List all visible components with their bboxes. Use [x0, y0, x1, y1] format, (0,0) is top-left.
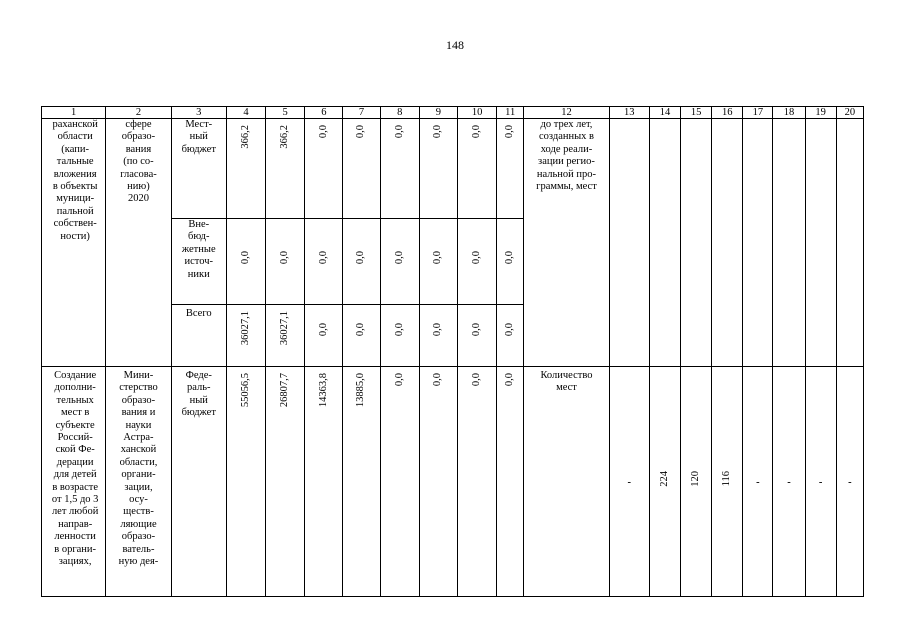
value-cell: 0,0	[266, 219, 305, 305]
cell-line: 2020	[127, 193, 149, 205]
indicator-cell: 120	[681, 367, 712, 597]
header-cell: 15	[681, 107, 712, 119]
indicator-cell: -	[773, 367, 805, 597]
cell-line: субъекте	[55, 419, 95, 431]
cell-line: Мест-	[185, 119, 213, 130]
cell-line: ляющие	[120, 518, 157, 530]
cell-line: тальные	[56, 156, 94, 168]
executor-cell	[106, 367, 171, 597]
value-cell: 55056,5	[226, 367, 265, 597]
cell-line: Вне-	[188, 219, 210, 230]
cell-line: ществ-	[123, 506, 154, 518]
cell-line: бюд-	[188, 231, 210, 243]
indicator-cell	[609, 119, 649, 367]
indicator-cell: 224	[649, 367, 680, 597]
header-cell: 17	[743, 107, 773, 119]
value-cell: 0,0	[457, 219, 496, 305]
cell-line: созданных в	[538, 131, 594, 143]
header-cell: 16	[712, 107, 743, 119]
value-cell: 0,0	[305, 219, 343, 305]
table-row	[42, 119, 864, 219]
cell-line: нию)	[127, 181, 150, 193]
header-cell: 18	[773, 107, 805, 119]
indicator-cell: -	[609, 367, 649, 597]
header-cell: 11	[497, 107, 524, 119]
value-cell: 366,2	[266, 119, 305, 219]
value-cell: 366,2	[226, 119, 265, 219]
value-cell: 0,0	[343, 219, 380, 305]
value-cell: 0,0	[305, 119, 343, 219]
header-cell: 2	[106, 107, 171, 119]
program-table	[41, 106, 864, 597]
value-cell: 0,0	[380, 305, 419, 367]
cell-line: области	[57, 131, 93, 143]
indicator-cell: -	[836, 367, 863, 597]
value-cell: 0,0	[380, 219, 419, 305]
page-number: 148	[446, 38, 464, 52]
cell-line: граммы, мест	[536, 181, 597, 193]
cell-line: гласова-	[120, 168, 157, 180]
cell-line: направ-	[58, 518, 93, 530]
cell-line: бюджет	[181, 407, 216, 419]
value-cell: 0,0	[457, 305, 496, 367]
value-cell: 0,0	[305, 305, 343, 367]
cell-line: зации,	[124, 481, 153, 493]
cell-line: ханской	[120, 444, 157, 456]
value-cell: 0,0	[419, 119, 457, 219]
cell-line: пальной	[56, 205, 94, 217]
header-cell: 14	[649, 107, 680, 119]
cell-line: муници-	[56, 193, 95, 205]
cell-line: собствен-	[53, 218, 97, 230]
value-cell: 0,0	[419, 367, 457, 597]
cell-line: науки	[125, 419, 152, 431]
cell-line: в органи-	[54, 543, 97, 555]
cell-line: нальной про-	[536, 168, 597, 180]
cell-line: вложения	[53, 168, 97, 180]
header-row	[42, 107, 864, 119]
value-cell: 0,0	[497, 367, 524, 597]
cell-line: источ-	[184, 256, 213, 268]
value-cell: 26807,7	[266, 367, 305, 597]
header-cell: 4	[226, 107, 265, 119]
executor-cell	[106, 119, 171, 367]
value-cell: 0,0	[419, 219, 457, 305]
cell-line: тельных	[56, 394, 94, 406]
cell-line: ную дея-	[118, 556, 159, 568]
event-name-cell	[42, 367, 106, 597]
cell-line: ный	[189, 131, 208, 143]
indicator-cell: -	[743, 367, 773, 597]
cell-line: стерство	[119, 382, 158, 394]
value-cell: 0,0	[497, 119, 524, 219]
cell-line: (по со-	[123, 156, 154, 168]
event-name-cell	[42, 119, 106, 367]
source-cell	[171, 305, 226, 367]
cell-line: от 1,5 до 3	[51, 494, 99, 506]
value-cell: 0,0	[226, 219, 265, 305]
cell-line: сфере	[125, 119, 152, 130]
indicator-name-cell	[524, 119, 609, 367]
value-cell: 0,0	[343, 119, 380, 219]
cell-line: образо-	[121, 394, 156, 406]
source-cell	[171, 367, 226, 597]
header-cell: 19	[805, 107, 836, 119]
indicator-name-cell	[524, 367, 609, 597]
cell-line: в объекты	[52, 181, 98, 193]
cell-line: осу-	[129, 494, 148, 506]
header-cell: 3	[171, 107, 226, 119]
value-cell: 0,0	[419, 305, 457, 367]
cell-line: области,	[119, 456, 158, 468]
source-cell	[171, 119, 226, 219]
header-cell: 12	[524, 107, 609, 119]
value-cell: 36027,1	[266, 305, 305, 367]
value-cell: 14363,8	[305, 367, 343, 597]
header-cell: 10	[457, 107, 496, 119]
cell-line: Создание	[54, 370, 97, 381]
cell-line: Всего	[185, 308, 212, 319]
cell-line: ности)	[60, 230, 90, 242]
cell-line: зации регио-	[538, 156, 595, 168]
cell-line: вания и	[121, 407, 156, 419]
header-cell: 8	[380, 107, 419, 119]
cell-line: органи-	[121, 469, 156, 481]
indicator-cell: -	[805, 367, 836, 597]
header-cell: 5	[266, 107, 305, 119]
indicator-cell	[681, 119, 712, 367]
cell-line: дополни-	[54, 382, 96, 394]
cell-line: ленности	[54, 531, 96, 543]
value-cell: 13885,0	[343, 367, 380, 597]
indicator-cell	[805, 119, 836, 367]
header-cell: 1	[42, 107, 106, 119]
cell-line: ватель-	[122, 543, 155, 555]
cell-line: вания	[125, 143, 152, 155]
cell-line: для детей	[53, 469, 97, 481]
cell-line: ный	[189, 394, 208, 406]
value-cell: 0,0	[457, 119, 496, 219]
cell-line: Россий-	[57, 432, 93, 444]
cell-line: жетные	[181, 243, 216, 255]
cell-line: ходе реали-	[540, 143, 593, 155]
cell-line: раль-	[186, 382, 211, 394]
cell-line: мест в	[60, 407, 90, 419]
header-cell: 6	[305, 107, 343, 119]
header-cell: 20	[836, 107, 863, 119]
value-cell: 0,0	[497, 219, 524, 305]
indicator-cell	[743, 119, 773, 367]
cell-line: Астра-	[123, 432, 154, 444]
cell-line: Количество	[540, 370, 593, 381]
source-cell	[171, 219, 226, 305]
cell-line: дерации	[56, 456, 94, 468]
cell-line: Феде-	[185, 370, 212, 381]
cell-line: зациях,	[58, 556, 92, 568]
value-cell: 0,0	[343, 305, 380, 367]
cell-line: раханской	[52, 119, 98, 130]
cell-line: образо-	[121, 531, 156, 543]
value-cell: 0,0	[457, 367, 496, 597]
cell-line: бюджет	[181, 143, 216, 155]
indicator-cell	[773, 119, 805, 367]
header-cell: 9	[419, 107, 457, 119]
cell-line: ники	[187, 268, 210, 280]
cell-line: образо-	[121, 131, 156, 143]
cell-line: ской Фе-	[55, 444, 95, 456]
indicator-cell	[712, 119, 743, 367]
value-cell: 0,0	[497, 305, 524, 367]
cell-line: до трех лет,	[540, 119, 593, 130]
indicator-cell: 116	[712, 367, 743, 597]
value-cell: 0,0	[380, 119, 419, 219]
value-cell: 0,0	[380, 367, 419, 597]
cell-line: в возрасте	[52, 481, 98, 493]
table-row	[42, 367, 864, 597]
indicator-cell	[649, 119, 680, 367]
indicator-cell	[836, 119, 863, 367]
value-cell: 36027,1	[226, 305, 265, 367]
cell-line: (капи-	[61, 143, 89, 155]
cell-line: мест	[556, 382, 577, 394]
header-cell: 13	[609, 107, 649, 119]
header-cell: 7	[343, 107, 380, 119]
cell-line: лет любой	[51, 506, 99, 518]
cell-line: Мини-	[123, 370, 154, 381]
